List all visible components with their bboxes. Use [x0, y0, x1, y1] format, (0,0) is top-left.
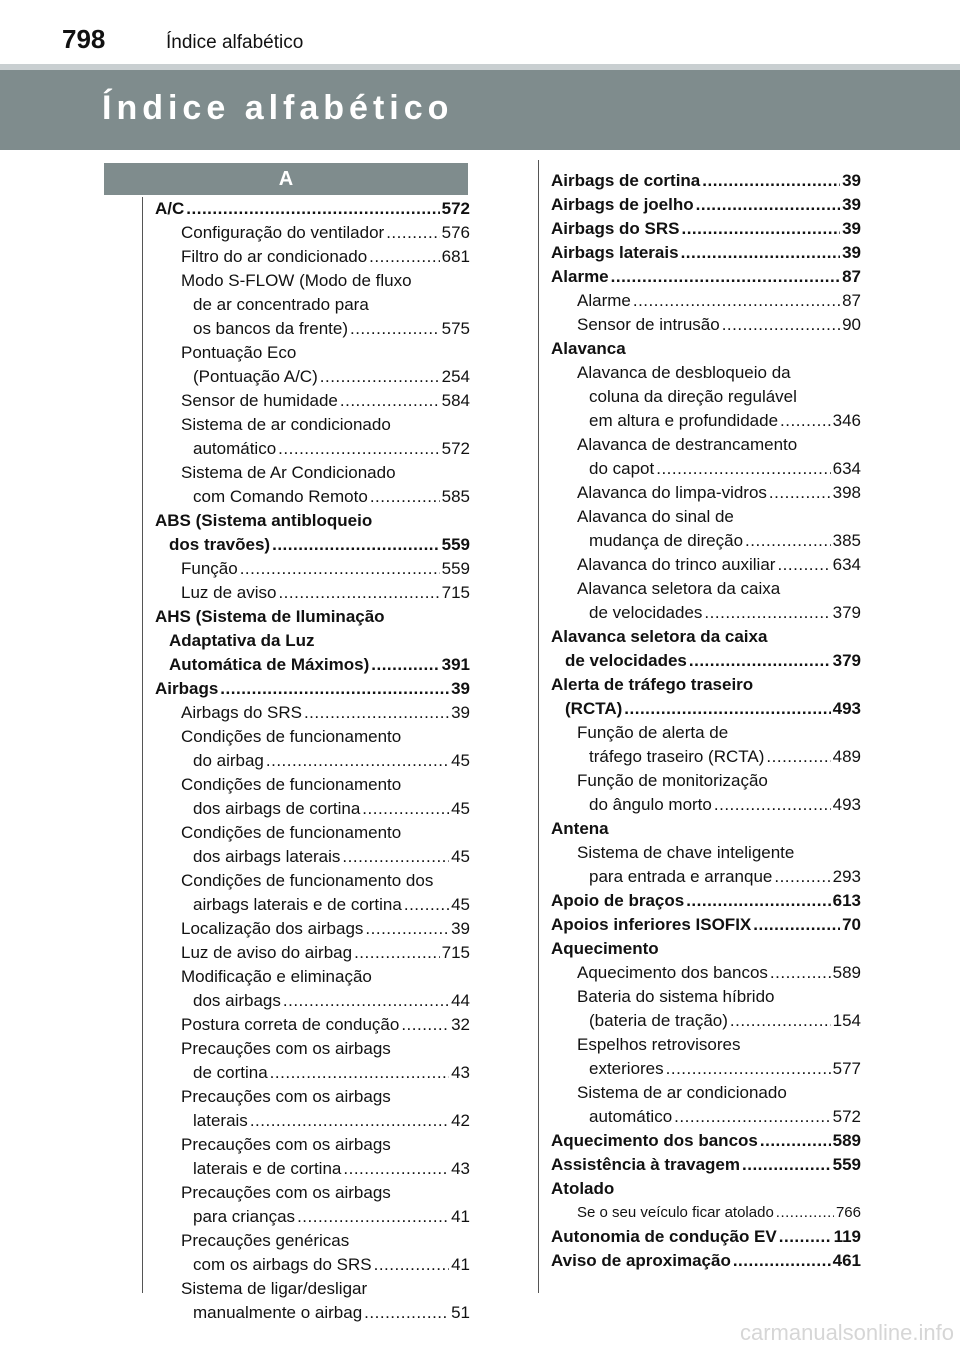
dot-leader [760, 1129, 831, 1153]
entry-text: Apoio de braços [551, 891, 685, 910]
index-entry [155, 389, 470, 413]
index-entry [551, 169, 861, 193]
page-ref: 39 [451, 919, 470, 938]
index-entry [551, 601, 861, 625]
dot-leader [742, 1153, 831, 1177]
dot-leader [702, 169, 840, 193]
index-entry [155, 1013, 470, 1037]
page-ref: 489 [832, 747, 861, 766]
index-subline: Função de monitorização [577, 771, 768, 790]
dot-leader [220, 677, 449, 701]
dot-leader [766, 745, 830, 769]
dot-leader [745, 529, 831, 553]
page-ref: 634 [832, 459, 861, 478]
index-subline: Bateria do sistema híbrido [577, 987, 775, 1006]
page-ref: 39 [451, 703, 470, 722]
entry-text: (bateria de tração) [589, 1011, 728, 1030]
index-heading: Antena [551, 819, 609, 838]
dot-leader [370, 485, 440, 509]
index-entry [551, 793, 861, 817]
index-entry [155, 1301, 470, 1325]
dot-leader [343, 1157, 449, 1181]
page-ref: 70 [842, 915, 861, 934]
index-subline: de ar concentrado para [193, 295, 369, 314]
dot-leader [733, 1249, 831, 1273]
index-entry [551, 889, 861, 913]
dot-leader [681, 217, 840, 241]
watermark: carmanualsonline.info [739, 1320, 954, 1345]
index-entry [551, 1129, 861, 1153]
dot-leader [714, 793, 831, 817]
page-header [0, 0, 960, 150]
entry-text: Postura correta de condução [181, 1015, 400, 1034]
page-ref: 715 [441, 583, 470, 602]
entry-text: para crianças [193, 1207, 296, 1226]
index-entry [155, 245, 470, 269]
entry-text: (RCTA) [565, 699, 623, 718]
index-subline: Alavanca de destrancamento [577, 435, 798, 454]
entry-text: Sensor de humidade [181, 391, 338, 410]
index-subline: Precauções com os airbags [181, 1039, 391, 1058]
dot-leader [776, 1201, 834, 1225]
dot-leader [374, 1253, 449, 1277]
page-ref: 715 [441, 943, 470, 962]
index-entry [551, 313, 861, 337]
dot-leader [722, 313, 840, 337]
index-entry [155, 917, 470, 941]
dot-leader [371, 653, 439, 677]
index-subline: Sistema de ligar/desligar [181, 1279, 368, 1298]
entry-text: Se o seu veículo ficar atolado [577, 1204, 774, 1221]
index-subline: Alavanca de desbloqueio da [577, 363, 791, 382]
entry-text: para entrada e arranque [589, 867, 773, 886]
page-ref: 572 [441, 439, 470, 458]
index-entry [551, 1105, 861, 1129]
entry-text: exteriores [589, 1059, 664, 1078]
dot-leader [769, 481, 831, 505]
page-ref: 385 [832, 531, 861, 550]
page-ref: 42 [451, 1111, 470, 1130]
page-ref: 45 [451, 751, 470, 770]
entry-text: Alarme [551, 267, 609, 286]
dot-leader [266, 749, 449, 773]
dot-leader [270, 1061, 449, 1085]
dot-leader [304, 701, 449, 725]
dot-leader [350, 317, 440, 341]
page-ref: 51 [451, 1303, 470, 1322]
entry-text: do capot [589, 459, 655, 478]
page-ref: 39 [451, 679, 470, 698]
dot-leader [674, 1105, 830, 1129]
index-heading: Atolado [551, 1179, 615, 1198]
left-column [155, 197, 470, 1325]
entry-text: de velocidades [589, 603, 703, 622]
entry-text: Luz de aviso do airbag [181, 943, 353, 962]
dot-leader [779, 1225, 832, 1249]
page-ref: 44 [451, 991, 470, 1010]
index-entry [155, 989, 470, 1013]
dot-leader [240, 557, 440, 581]
index-subline: Sistema de chave inteligente [577, 843, 795, 862]
index-entry [551, 265, 861, 289]
entry-text: Aquecimento dos bancos [551, 1131, 758, 1150]
index-entry [551, 697, 861, 721]
page-ref: 39 [842, 243, 861, 262]
dot-leader [283, 989, 449, 1013]
page-ref: 576 [441, 223, 470, 242]
dot-leader [681, 241, 841, 265]
page-ref: 559 [832, 1155, 861, 1174]
page-title: Índice alfabético [102, 89, 454, 127]
section-letter: A [104, 163, 468, 195]
index-subline: Condições de funcionamento dos [181, 871, 434, 890]
index-entry [155, 485, 470, 509]
index-heading: Alavanca [551, 339, 626, 358]
entry-text: airbags laterais e de cortina [193, 895, 402, 914]
index-subline: Espelhos retrovisores [577, 1035, 741, 1054]
page-ref: 39 [842, 171, 861, 190]
entry-text: dos travões) [169, 535, 271, 554]
index-subline: Sistema de ar condicionado [181, 415, 391, 434]
index-subline: Sistema de ar condicionado [577, 1083, 787, 1102]
page-ref: 585 [441, 487, 470, 506]
entry-text: Airbags laterais [551, 243, 679, 262]
dot-leader [362, 797, 449, 821]
index-entry [155, 1109, 470, 1133]
page-ref: 613 [832, 891, 861, 910]
dot-leader [753, 913, 840, 937]
index-entry [551, 1009, 861, 1033]
page-ref: 45 [451, 799, 470, 818]
dot-leader [780, 409, 831, 433]
dot-leader [340, 389, 440, 413]
page-ref: 41 [451, 1255, 470, 1274]
index-entry [551, 745, 861, 769]
index-entry [155, 653, 470, 677]
index-subline: Condições de funcionamento [181, 823, 402, 842]
dot-leader [404, 893, 449, 917]
entry-text: Configuração do ventilador [181, 223, 385, 242]
index-entry [551, 961, 861, 985]
index-heading: Aquecimento [551, 939, 659, 958]
entry-text: os bancos da frente) [193, 319, 348, 338]
index-entry [551, 649, 861, 673]
page-ref: 87 [842, 267, 861, 286]
page-ref: 379 [832, 603, 861, 622]
entry-text: com os airbags do SRS [193, 1255, 372, 1274]
page-ref: 391 [441, 655, 470, 674]
index-heading: Alerta de tráfego traseiro [551, 675, 754, 694]
dot-leader [342, 845, 449, 869]
entry-text: Airbags [155, 679, 219, 698]
index-subline: Alavanca seletora da caixa [577, 579, 781, 598]
index-entry [551, 481, 861, 505]
index-entry [551, 913, 861, 937]
page-ref: 572 [441, 199, 470, 218]
index-entry [155, 437, 470, 461]
entry-text: (Pontuação A/C) [193, 367, 318, 386]
index-entry [155, 1253, 470, 1277]
running-title: Índice alfabético [166, 32, 304, 53]
index-entry [155, 197, 470, 221]
entry-text: automático [589, 1107, 673, 1126]
entry-text: automático [193, 439, 277, 458]
page-ref: 39 [842, 219, 861, 238]
page-ref: 575 [441, 319, 470, 338]
entry-text: Alavanca do trinco auxiliar [577, 555, 776, 574]
index-entry [155, 797, 470, 821]
page-number: 798 [62, 24, 106, 54]
entry-text: Airbags do SRS [181, 703, 302, 722]
dot-leader [730, 1009, 831, 1033]
left-column-rule [142, 197, 143, 1293]
entry-text: Sensor de intrusão [577, 315, 720, 334]
page-ref: 589 [832, 1131, 861, 1150]
dot-leader [364, 1301, 449, 1325]
page-ref: 398 [832, 483, 861, 502]
entry-text: laterais e de cortina [193, 1159, 342, 1178]
dot-leader [696, 193, 840, 217]
index-heading: Alavanca seletora da caixa [551, 627, 768, 646]
page-ref: 293 [832, 867, 861, 886]
page-ref: 559 [441, 559, 470, 578]
index-heading: Adaptativa da Luz [169, 631, 315, 650]
index-entry [551, 193, 861, 217]
entry-text: de velocidades [565, 651, 687, 670]
dot-leader [656, 457, 830, 481]
index-entry [155, 1061, 470, 1085]
entry-text: com Comando Remoto [193, 487, 368, 506]
dot-leader [611, 265, 840, 289]
dot-leader [250, 1109, 449, 1133]
index-entry [155, 677, 470, 701]
page-ref: 43 [451, 1159, 470, 1178]
right-column [551, 169, 861, 1273]
page-ref: 154 [832, 1011, 861, 1030]
page-ref: 589 [832, 963, 861, 982]
entry-text: do airbag [193, 751, 264, 770]
page-ref: 559 [441, 535, 470, 554]
entry-text: dos airbags [193, 991, 281, 1010]
index-entry [155, 1205, 470, 1229]
page-ref: 119 [833, 1227, 861, 1246]
index-entry [551, 1225, 861, 1249]
dot-leader [354, 941, 440, 965]
index-subline: Função de alerta de [577, 723, 729, 742]
page-ref: 346 [832, 411, 861, 430]
index-subline: Condições de funcionamento [181, 775, 402, 794]
entry-text: laterais [193, 1111, 248, 1130]
entry-text: em altura e profundidade [589, 411, 779, 430]
index-subline: Precauções com os airbags [181, 1183, 391, 1202]
entry-text: Função [181, 559, 238, 578]
page-ref: 634 [832, 555, 861, 574]
entry-text: Autonomia de condução EV [551, 1227, 777, 1246]
page-ref: 584 [441, 391, 470, 410]
index-entry [155, 533, 470, 557]
page-ref: 572 [832, 1107, 861, 1126]
dot-leader [666, 1057, 831, 1081]
page-ref: 493 [832, 795, 861, 814]
title-band [0, 70, 960, 150]
index-entry [155, 941, 470, 965]
index-entry [551, 409, 861, 433]
page-ref: 45 [451, 895, 470, 914]
entry-text: dos airbags de cortina [193, 799, 361, 818]
dot-leader [689, 649, 831, 673]
index-entry [551, 865, 861, 889]
dot-leader [320, 365, 440, 389]
page-ref: 379 [832, 651, 861, 670]
index-entry [155, 1157, 470, 1181]
index-subline: Modo S-FLOW (Modo de fluxo [181, 271, 412, 290]
index-heading: AHS (Sistema de Iluminação [155, 607, 385, 626]
dot-leader [401, 1013, 449, 1037]
index-subline: Sistema de Ar Condicionado [181, 463, 396, 482]
dot-leader [278, 581, 439, 605]
dot-leader [297, 1205, 449, 1229]
index-subline: Alavanca do sinal de [577, 507, 734, 526]
page-ref: 39 [842, 195, 861, 214]
index-entry [155, 701, 470, 725]
index-subline: Condições de funcionamento [181, 727, 402, 746]
page-ref: 32 [451, 1015, 470, 1034]
index-entry [551, 1201, 861, 1225]
entry-text: Airbags de cortina [551, 171, 701, 190]
index-entry [551, 289, 861, 313]
header-band [0, 0, 960, 66]
page-ref: 681 [441, 247, 470, 266]
entry-text: dos airbags laterais [193, 847, 341, 866]
entry-text: Filtro do ar condicionado [181, 247, 368, 266]
dot-leader [186, 197, 439, 221]
page-ref: 461 [832, 1251, 861, 1270]
dot-leader [777, 553, 830, 577]
index-entry [551, 553, 861, 577]
entry-text: Assistência à travagem [551, 1155, 740, 1174]
index-entry [155, 557, 470, 581]
index-entry [155, 893, 470, 917]
index-subline: Modificação e eliminação [181, 967, 372, 986]
entry-text: tráfego traseiro (RCTA) [589, 747, 765, 766]
entry-text: Automática de Máximos) [169, 655, 370, 674]
index-entry [155, 221, 470, 245]
index-entry [551, 1249, 861, 1273]
entry-text: Alarme [577, 291, 631, 310]
index-entry [551, 1057, 861, 1081]
index-entry [551, 457, 861, 481]
dot-leader [278, 437, 439, 461]
index-entry [551, 241, 861, 265]
index-entry [155, 581, 470, 605]
dot-leader [369, 245, 439, 269]
page-ref: 766 [835, 1204, 861, 1221]
dot-leader [774, 865, 830, 889]
index-subline: Pontuação Eco [181, 343, 297, 362]
entry-text: Airbags de joelho [551, 195, 694, 214]
page-ref: 43 [451, 1063, 470, 1082]
entry-text: Aviso de aproximação [551, 1251, 731, 1270]
index-entry [155, 749, 470, 773]
page-ref: 45 [451, 847, 470, 866]
page-ref: 41 [451, 1207, 470, 1226]
page-ref: 577 [832, 1059, 861, 1078]
entry-text: Luz de aviso [181, 583, 277, 602]
index-subline: Precauções genéricas [181, 1231, 350, 1250]
page-ref: 254 [441, 367, 470, 386]
entry-text: Localização dos airbags [181, 919, 364, 938]
entry-text: Airbags do SRS [551, 219, 680, 238]
page-ref: 87 [842, 291, 861, 310]
dot-leader [272, 533, 440, 557]
page-ref: 493 [832, 699, 861, 718]
dot-leader [704, 601, 830, 625]
dot-leader [386, 221, 439, 245]
index-subline: coluna da direção regulável [589, 387, 797, 406]
index-subline: Precauções com os airbags [181, 1135, 391, 1154]
index-entry [155, 845, 470, 869]
entry-text: manualmente o airbag [193, 1303, 363, 1322]
entry-text: Alavanca do limpa-vidros [577, 483, 767, 502]
entry-text: do ângulo morto [589, 795, 712, 814]
index-entry [155, 365, 470, 389]
entry-text: de cortina [193, 1063, 268, 1082]
dot-leader [624, 697, 830, 721]
dot-leader [686, 889, 830, 913]
entry-text: A/C [155, 199, 185, 218]
entry-text: Aquecimento dos bancos [577, 963, 768, 982]
dot-leader [770, 961, 831, 985]
center-column-rule [538, 160, 539, 1293]
index-entry [155, 317, 470, 341]
dot-leader [633, 289, 840, 313]
index-subline: Precauções com os airbags [181, 1087, 391, 1106]
dot-leader [365, 917, 449, 941]
index-entry [551, 217, 861, 241]
entry-text: Apoios inferiores ISOFIX [551, 915, 752, 934]
index-entry [551, 529, 861, 553]
entry-text: mudança de direção [589, 531, 744, 550]
index-heading: ABS (Sistema antibloqueio [155, 511, 373, 530]
index-entry [551, 1153, 861, 1177]
page-ref: 90 [842, 315, 861, 334]
